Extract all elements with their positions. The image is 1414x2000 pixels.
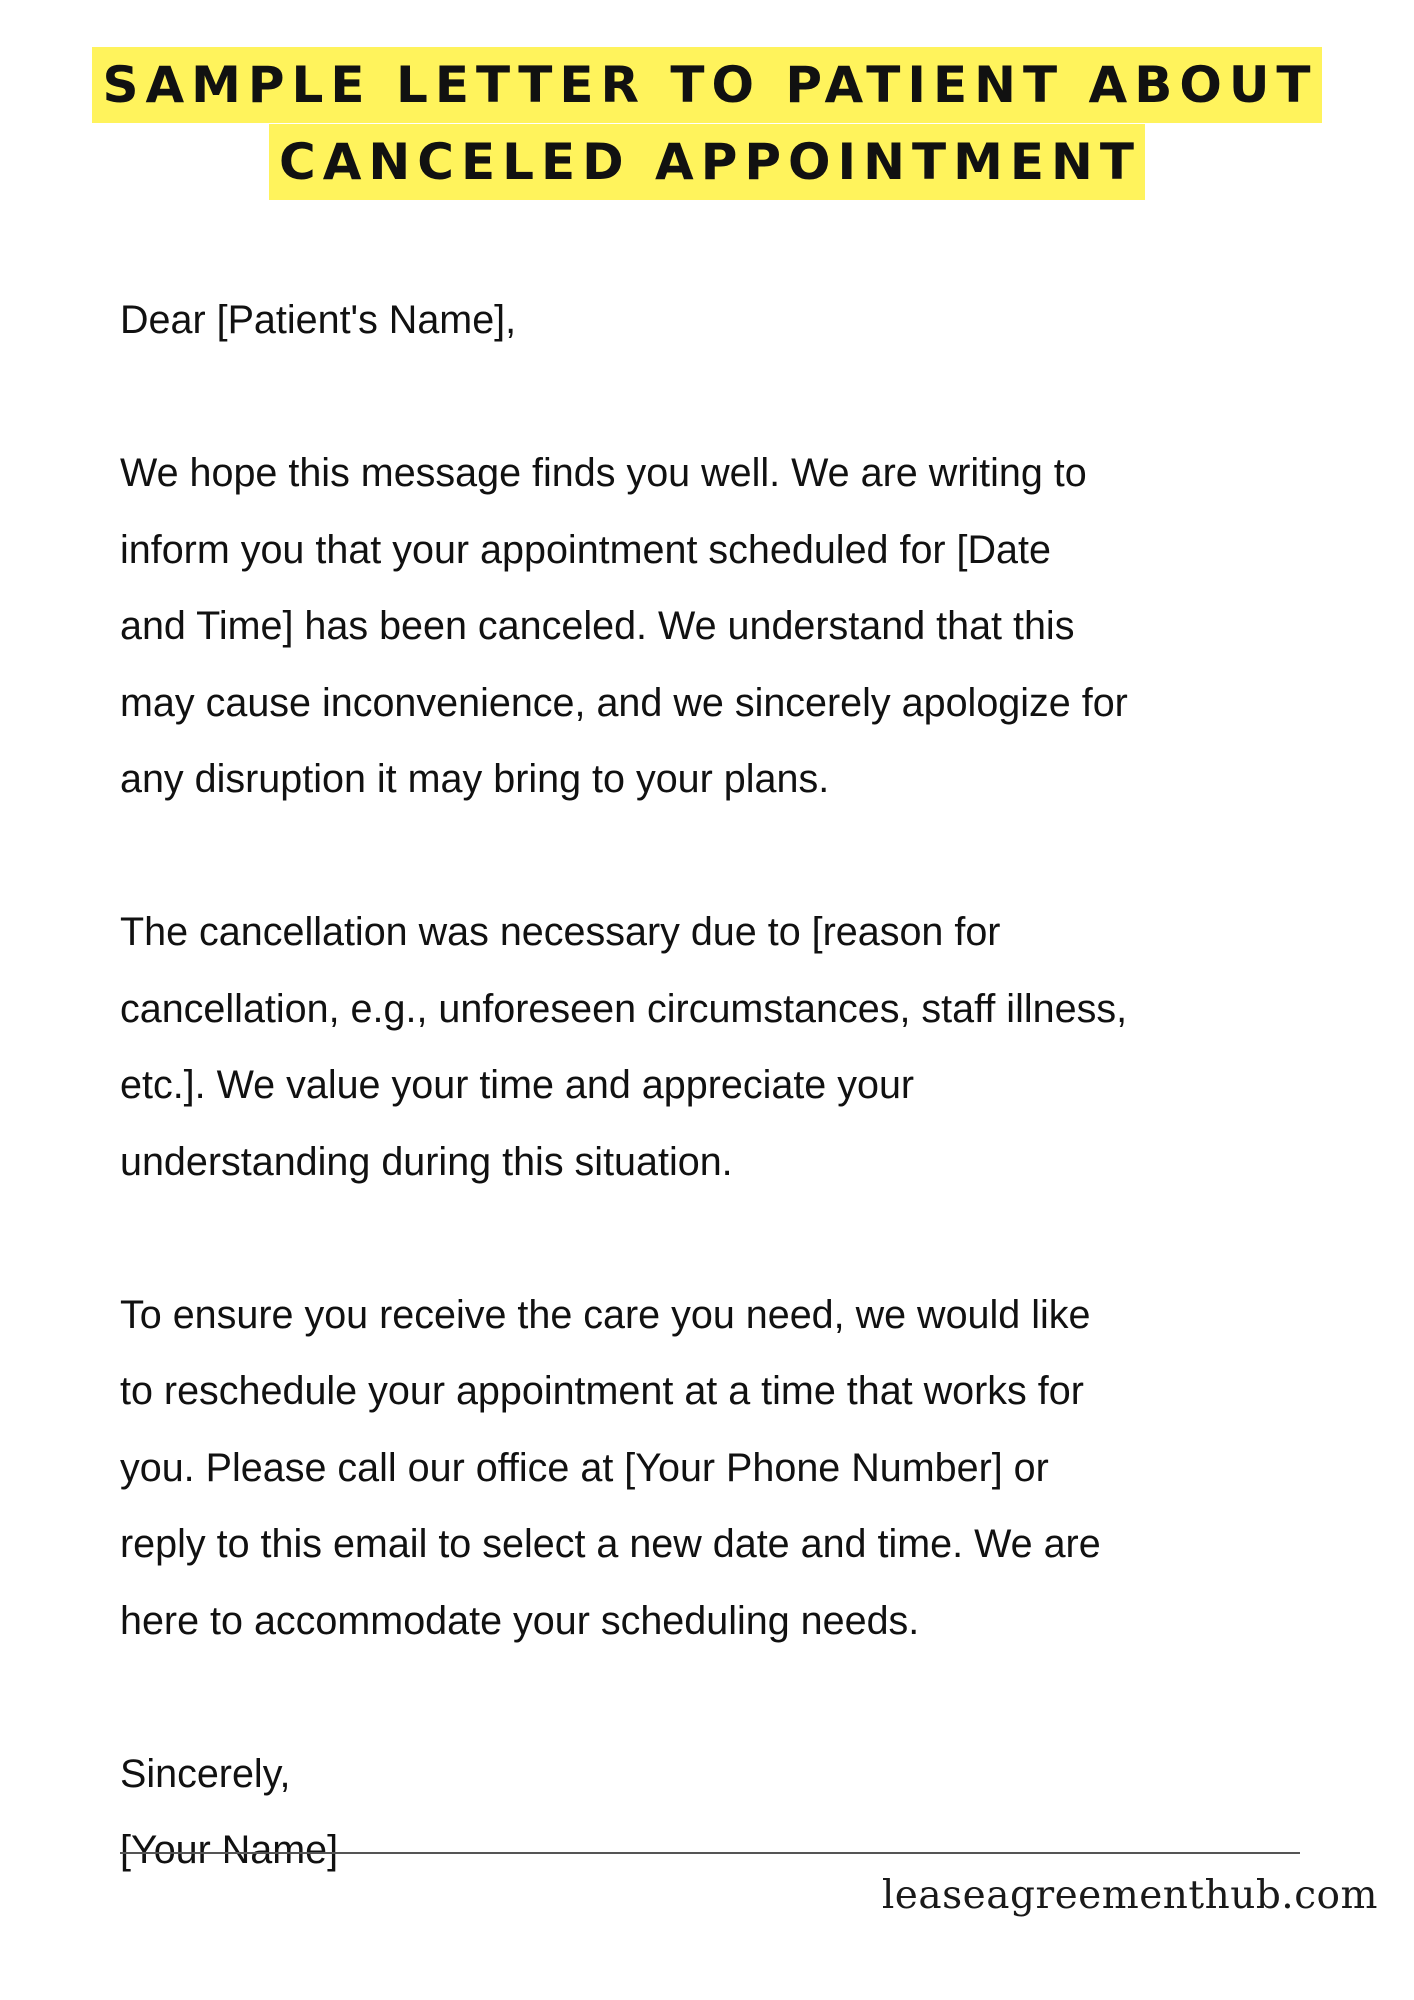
paragraph-1-line: any disruption it may bring to your plans. (120, 757, 830, 801)
paragraph-2-line: understanding during this situation. (120, 1139, 733, 1184)
paragraph-3-line: To ensure you receive the care you need, we would like (120, 1292, 1091, 1337)
signature-rule (120, 1852, 1300, 1854)
salutation (120, 282, 1340, 359)
title-line-2: CANCELED APPOINTMENT (269, 124, 1145, 200)
paragraph-1-line: We hope this message finds you well. We are writing to (120, 451, 1087, 495)
sign-off (120, 1736, 1340, 1889)
paragraph-2-line: The cancellation was necessary due to [reason for (120, 910, 1001, 954)
paragraph-1-line: may cause inconvenience, and we sincerely apologize for (120, 680, 1128, 725)
paragraph-3-line: you. Please call our office at [Your Phone Number] or (120, 1445, 1049, 1490)
paragraph-2-line: etc.]. We value your time and appreciate your (120, 1063, 915, 1107)
salutation-text: Dear [Patient's Name], (120, 298, 517, 342)
paragraph-2-line: cancellation, e.g., unforeseen circumstances, staff illness, (120, 986, 1128, 1031)
paragraph-1-line: inform you that your appointment scheduled for [Date (120, 527, 1051, 572)
site-watermark: leaseagreementhub.com (881, 1873, 1378, 1918)
paragraph-3-line: reply to this email to select a new date and time. We are (120, 1522, 1101, 1566)
paragraph-3 (120, 1277, 1340, 1660)
paragraph-1 (120, 435, 1340, 818)
letter-title (0, 47, 1414, 201)
signature-name: [Your Name] (120, 1828, 339, 1872)
paragraph-1-line: and Time] has been canceled. We understand that this (120, 604, 1075, 648)
title-line-1: SAMPLE LETTER TO PATIENT ABOUT (92, 47, 1321, 123)
closing-text: Sincerely, (120, 1751, 291, 1796)
paragraph-3-line: here to accommodate your scheduling needs. (120, 1598, 920, 1643)
letter-body (120, 282, 1340, 1965)
paragraph-2 (120, 894, 1340, 1200)
paragraph-3-line: to reschedule your appointment at a time that works for (120, 1369, 1084, 1413)
